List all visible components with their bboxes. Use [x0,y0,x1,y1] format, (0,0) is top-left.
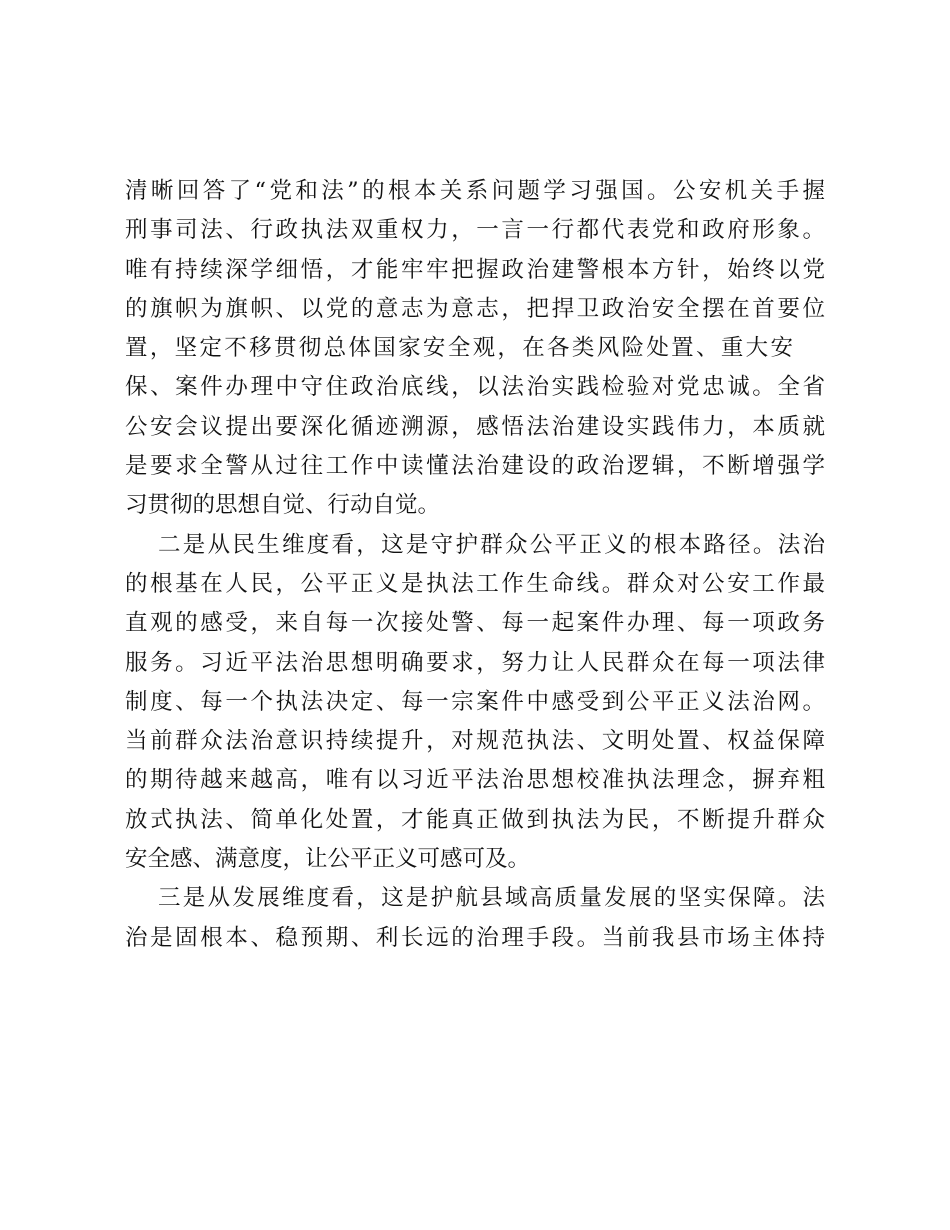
text-line: 公安会议提出要深化循迹溯源，感悟法治建设实践伟力，本质就 [125,413,825,440]
text-line: 服务。习近平法治思想明确要求，努力让人民群众在每一项法律 [125,649,825,676]
document-body [125,172,825,958]
paragraph-start-line: 三是从发展维度看，这是护航县域高质量发展的坚实保障。法 [158,885,825,912]
text-line: 保、案件办理中守住政治底线，以法治实践检验对党忠诚。全省 [125,374,825,401]
text-line: 直观的感受，来自每一次接处警、每一起案件办理、每一项政务 [125,610,825,637]
text-line: 是要求全警从过往工作中读懂法治建设的政治逻辑，不断增强学 [125,453,825,480]
text-line: 的根基在人民，公平正义是执法工作生命线。群众对公安工作最 [125,570,825,597]
text-line: 习贯彻的思想自觉、行动自觉。 [125,492,441,519]
text-line: 的期待越来越高，唯有以习近平法治思想校准执法理念，摒弃粗 [125,767,825,794]
text-line: 清晰回答了“党和法”的根本关系问题学习强国。公安机关手握 [125,178,825,204]
text-line: 制度、每一个执法决定、每一宗案件中感受到公平正义法治网。 [125,688,825,715]
text-line: 安全感、满意度，让公平正义可感可及。 [125,846,531,873]
text-line: 放式执法、简单化处置，才能真正做到执法为民，不断提升群众 [125,806,825,833]
text-line: 的旗帜为旗帜、以党的意志为意志，把捍卫政治安全摆在首要位 [125,295,825,322]
paragraph-start-line: 二是从民生维度看，这是守护群众公平正义的根本路径。法治 [158,531,825,558]
text-line: 刑事司法、行政执法双重权力，一言一行都代表党和政府形象。 [125,217,825,244]
text-line: 治是固根本、稳预期、利长远的治理手段。当前我县市场主体持 [125,924,825,951]
text-line: 唯有持续深学细悟，才能牢牢把握政治建警根本方针，始终以党 [125,256,825,283]
text-line: 置，坚定不移贯彻总体国家安全观，在各类风险处置、重大安 [125,335,793,362]
text-line: 当前群众法治意识持续提升，对规范执法、文明处置、权益保障 [125,728,825,755]
